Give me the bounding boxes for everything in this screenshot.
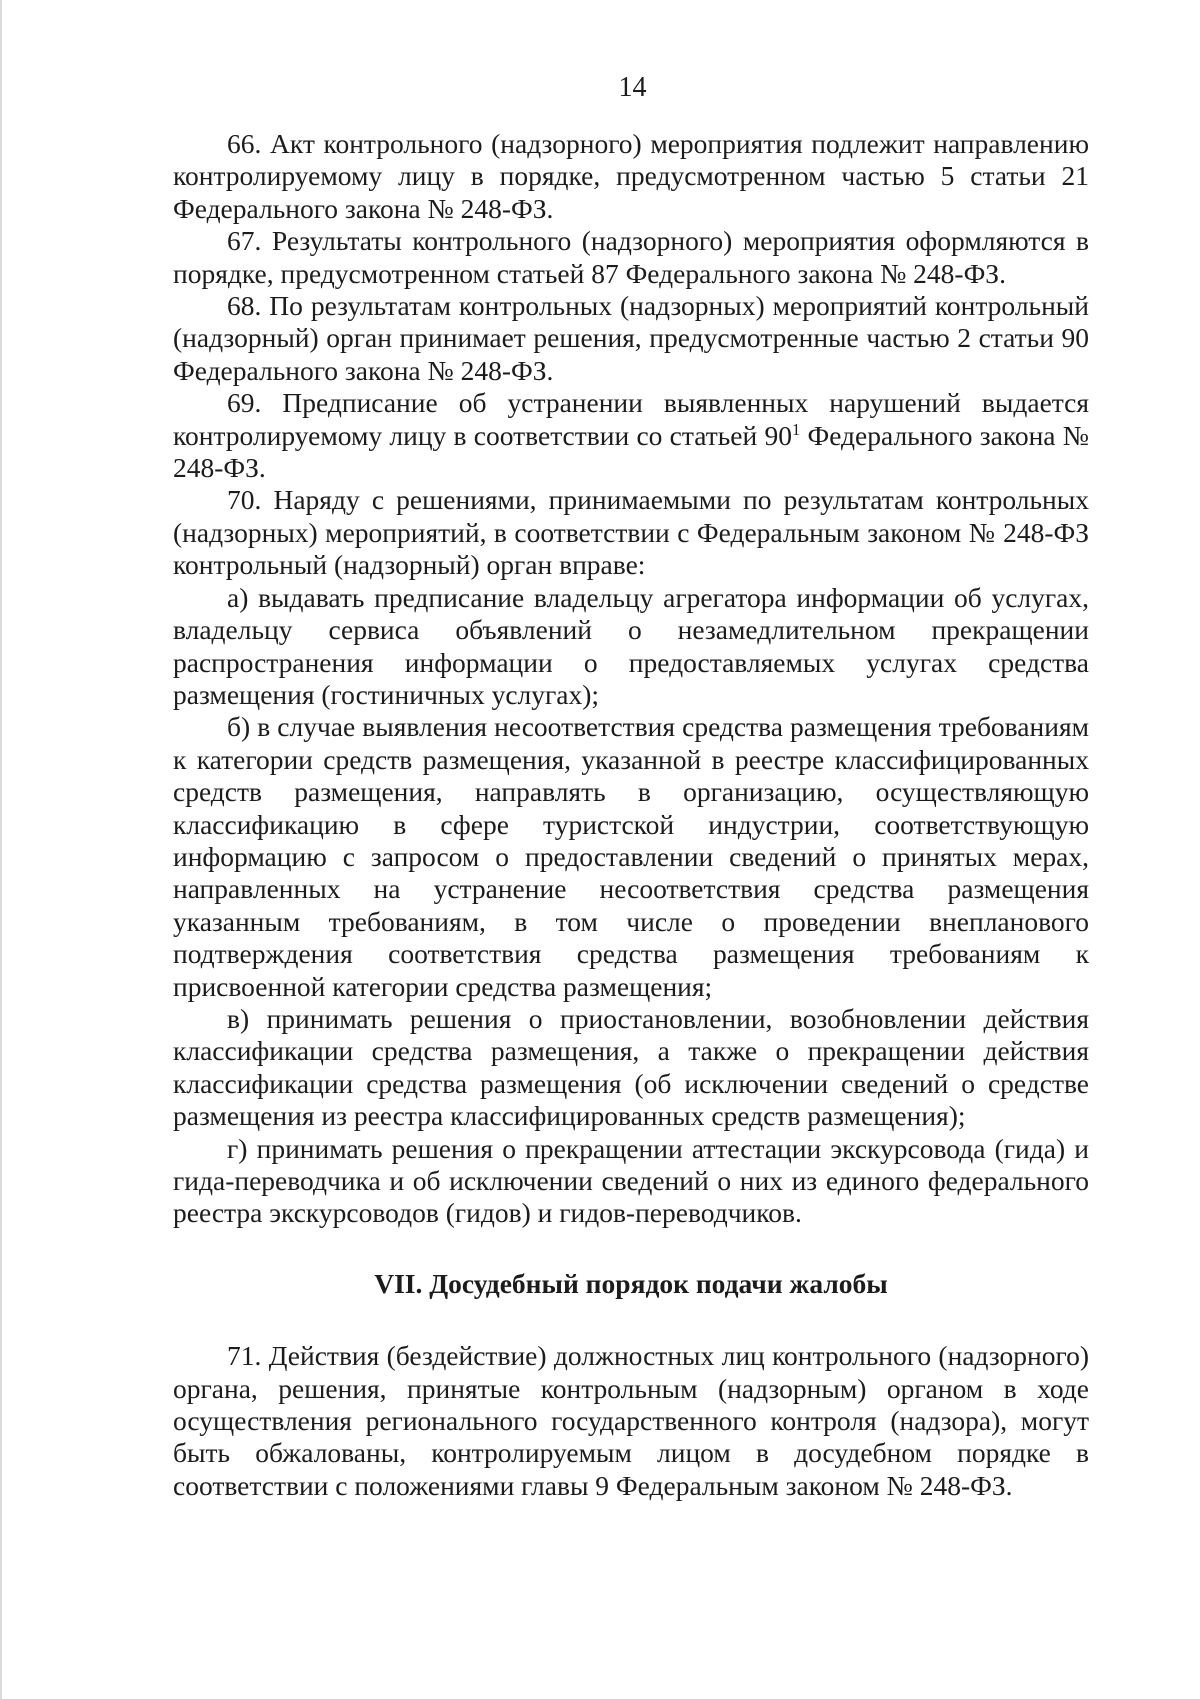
paragraph-70-item-g: г) принимать решения о прекращении аттестации экскурсовода (гида) и гида-переводчика и об исключении сведений о них из единого федерального реестра экскурсоводов (гидов) и гидов-переводчиков.: [173, 1132, 1089, 1229]
document-body: [173, 128, 1089, 1502]
page-number: 14: [618, 72, 647, 103]
scan-edge-line: [0, 0, 2, 1699]
paragraph-70: 70. Наряду с решениями, принимаемыми по результатам контрольных (надзорных) мероприятий, в соответствии с Федеральным законом № 248-ФЗ контрольный (надзорный) орган вправе:: [173, 484, 1089, 581]
paragraph-70-item-b: б) в случае выявления несоответствия средства размещения требованиям к категории средств размещения, указанной в реестре классифицированных средств размещения, направлять в организацию, осуществляющую классификацию в сфере туристской индустрии, соответствующую информацию с запросом о предоставлении сведений о принятых мерах, направленных на устранение несоответствия средства размещения указанным требованиям, в том числе о проведении внепланового подтверждения соответствия средства размещения требованиям к присвоенной категории средства размещения;: [173, 711, 1089, 1002]
paragraph-70-item-v: в) принимать решения о приостановлении, возобновлении действия классификации средства размещения, а также о прекращении действия классификации средства размещения (об исключении сведений о средстве размещения из реестра классифицированных средств размещения);: [173, 1002, 1089, 1132]
paragraph-66: 66. Акт контрольного (надзорного) мероприятия подлежит направлению контролируемому лицу в порядке, предусмотренном частью 5 статьи 21 Федерального закона № 248-ФЗ.: [173, 128, 1089, 224]
paragraph-69-text-after: Федерального закона № 248-ФЗ.: [173, 419, 1089, 484]
section-heading: VII. Досудебный порядок подачи жалобы: [374, 1267, 888, 1299]
paragraph-71: 71. Действия (бездействие) должностных лиц контрольного (надзорного) органа, решения, принятые контрольным (надзорным) органом в ходе осуществления регионального государственного контроля (надзора), могут быть обжалованы, контролируемым лицом в досудебном порядке в соответствии с положениями главы 9 Федеральным законом № 248-ФЗ.: [173, 1340, 1089, 1501]
paragraph-70-item-a: а) выдавать предписание владельцу агрегатора информации об услугах, владельцу сервиса объявлений о незамедлительном прекращении распространения информации о предоставляемых услугах средства размещения (гостиничных услугах);: [173, 581, 1089, 710]
paragraph-69-text-before: 69. Предписание об устранении выявленных нарушений выдается контролируемому лицу в соответствии со статьей 90: [173, 387, 1089, 451]
paragraph-67: 67. Результаты контрольного (надзорного) мероприятия оформляются в порядке, предусмотренном статьей 87 Федерального закона № 248-ФЗ.: [173, 225, 1089, 289]
paragraph-69: [173, 387, 1089, 484]
paragraph-69-superscript: 1: [791, 419, 801, 439]
paragraph-68: 68. По результатам контрольных (надзорных) мероприятий контрольный (надзорный) орган принимает решения, предусмотренные частью 2 статьи 90 Федерального закона № 248-ФЗ.: [173, 290, 1089, 386]
